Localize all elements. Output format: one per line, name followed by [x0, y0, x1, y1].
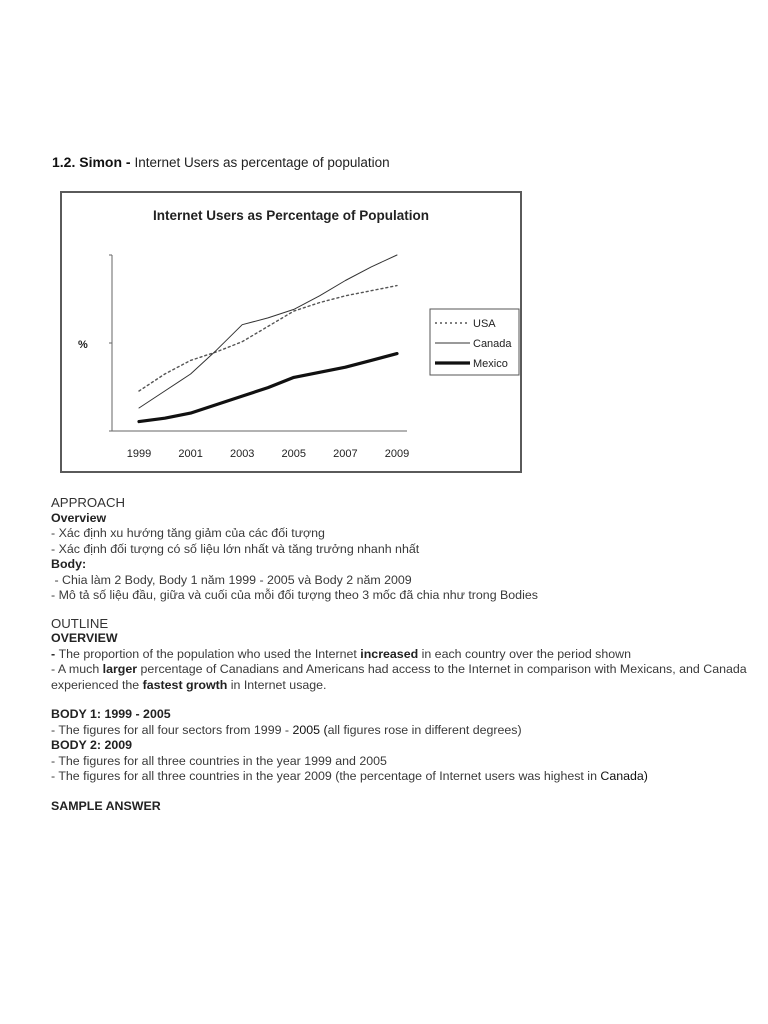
text-run: - A much [51, 662, 103, 676]
text-run: Canada) [600, 769, 648, 783]
x-tick-label: 2007 [333, 448, 358, 460]
text-run: percentage of Canadians and Americans had access to the Internet in comparison with Mexicans, and Canada experienced the [51, 662, 747, 692]
x-tick-label: 2005 [281, 448, 307, 460]
approach-title: APPROACH [51, 495, 126, 510]
text-run: in each country over the period shown [418, 646, 631, 661]
approach-overview-label: Overview [51, 510, 107, 525]
text-run: all figures rose in different degrees) [327, 722, 522, 737]
series-line-usa [139, 286, 397, 391]
line-chart-svg [62, 193, 520, 471]
dash: - [51, 646, 59, 661]
legend-label: Mexico [473, 358, 508, 370]
approach-body-label: Body: [51, 557, 87, 571]
series-line-canada [139, 255, 397, 408]
approach-body-line: - Mô tả số liệu đầu, giữa và cuối của mỗi đối tượng theo 3 mốc đã chia như trong Bodies [51, 588, 538, 602]
outline-overview-line [51, 662, 751, 693]
text-run: in Internet usage. [227, 677, 327, 692]
y-axis-label: % [78, 339, 88, 351]
x-tick-label: 1999 [126, 448, 152, 460]
series-line-mexico [139, 354, 397, 422]
body2-line [51, 769, 751, 785]
section-subtitle: Internet Users as percentage of population [134, 155, 390, 170]
outline-title: OUTLINE [51, 615, 109, 631]
approach-overview-line: - Xác định đối tượng có số liệu lớn nhất và tăng trưởng nhanh nhất [51, 541, 420, 556]
emphasis: fastest growth [142, 677, 228, 692]
section-number: 1.2. Simon - [52, 154, 131, 170]
sample-answer-label: SAMPLE ANSWER [51, 798, 161, 813]
outline-overview-line [51, 647, 751, 663]
body2-line: - The figures for all three countries in the year 1999 and 2005 [51, 753, 387, 768]
x-tick-label: 2003 [229, 448, 255, 460]
body1-line [51, 723, 751, 739]
text-run: The proportion of the population who used the Internet [58, 646, 361, 661]
x-tick-label: 2001 [178, 448, 203, 460]
document-body [51, 495, 751, 814]
approach-overview-line: - Xác định xu hướng tăng giảm của các đối tượng [51, 526, 325, 540]
text-run: - The figures for all three countries in the year 2009 (the percentage of Internet users was highest in [51, 769, 601, 783]
x-tick-label: 2009 [384, 448, 410, 460]
emphasis: larger [102, 662, 138, 676]
emphasis: increased [360, 646, 419, 661]
outline-overview-label: OVERVIEW [51, 631, 118, 645]
legend-label: USA [473, 318, 496, 330]
text-run: 2005 ( [292, 722, 328, 737]
chart-title: Internet Users as Percentage of Population [152, 208, 430, 223]
body1-label: BODY 1: 1999 - 2005 [51, 707, 171, 721]
text-run: - The figures for all four sectors from 1999 - [51, 722, 293, 737]
approach-body-line: - Chia làm 2 Body, Body 1 năm 1999 - 2005 và Body 2 năm 2009 [51, 572, 412, 587]
body2-label: BODY 2: 2009 [51, 738, 133, 752]
section-heading [52, 154, 390, 170]
line-chart [60, 191, 522, 473]
legend-label: Canada [473, 338, 512, 350]
